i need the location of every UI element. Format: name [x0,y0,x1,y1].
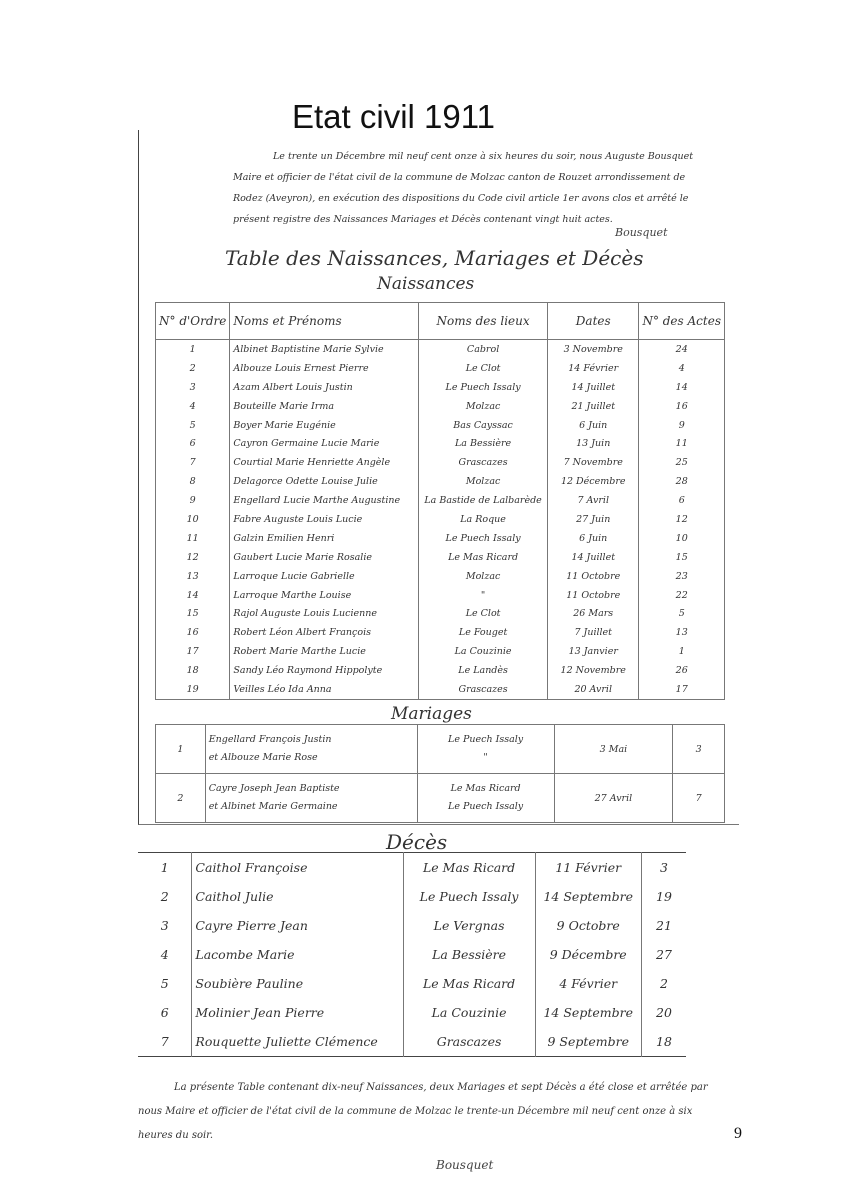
marriages-body [156,725,725,823]
birth-acte: 12 [639,510,725,529]
death-acte: 20 [641,998,686,1027]
col-place-header: Noms des lieux [419,303,548,340]
birth-name: Sandy Léo Raymond Hippolyte [230,661,419,680]
birth-place: Le Clot [419,604,548,623]
marriage-names [205,725,417,774]
marriages-table [155,724,725,823]
birth-number: 8 [189,476,196,488]
birth-name: Albinet Baptistine Marie Sylvie [230,340,419,359]
birth-date: 14 Février [548,359,639,378]
table-row [156,548,725,567]
table-row [138,911,686,940]
marriage-number: 1 [156,725,206,774]
table-row [156,642,725,661]
closing-statement: La présente Table contenant dix-neuf Naissances, deux Mariages et sept Décès a été close et arrêtée par nous Maire et officier de l'état civil de la commune de Molzac le trente-un Décembre mil neuf cent onze à six heures du soir. [138,1082,708,1141]
birth-date: 13 Janvier [548,642,639,661]
birth-place: " [419,586,548,605]
birth-name: Fabre Auguste Louis Lucie [230,510,419,529]
births-heading: Naissances [377,274,475,294]
birth-acte: 11 [639,434,725,453]
death-place: Le Mas Ricard [403,969,535,998]
birth-place: La Bessière [419,434,548,453]
marriage-date: 27 Avril [554,774,673,823]
birth-number: 10 [186,513,199,525]
marriages-heading: Mariages [391,704,472,724]
death-acte: 18 [641,1027,686,1057]
table-row [138,882,686,911]
births-table [155,302,725,700]
birth-date: 11 Octobre [548,586,639,605]
table-row [156,378,725,397]
table-row [156,359,725,378]
birth-acte: 13 [639,623,725,642]
birth-date: 11 Octobre [548,567,639,586]
birth-place: Le Puech Issaly [419,529,548,548]
birth-name: Albouze Louis Ernest Pierre [230,359,419,378]
death-name: Caithol Françoise [192,853,403,883]
birth-place: La Couzinie [419,642,548,661]
birth-number: 16 [186,627,199,639]
birth-place: Le Puech Issaly [419,378,548,397]
mayor-signature-top: Bousquet [615,226,668,239]
table-row [138,969,686,998]
register-preamble: Le trente un Décembre mil neuf cent onze à six heures du soir, nous Auguste Bousquet Maire et officier de l'état civil de la commune de Molzac canton de Rouzet arrondissement de Rodez (Aveyron), en exécution des dispositions du Code civil article 1er avons clos et arrêté le présent registre des Naissances Mariages et Décès contenant vingt huit actes. [233,151,694,225]
death-name: Rouquette Juliette Clémence [192,1027,403,1057]
birth-date: 7 Avril [548,491,639,510]
death-acte: 2 [641,969,686,998]
death-name: Soubière Pauline [192,969,403,998]
marriage-spouse: Cayre Joseph Jean Baptiste [208,783,340,794]
table-row [156,680,725,699]
marriage-place: Le Puech Issaly [448,801,524,812]
birth-date: 13 Juin [548,434,639,453]
birth-number: 18 [186,665,199,677]
death-date: 11 Février [535,853,641,883]
birth-number: 2 [189,362,196,374]
birth-acte: 22 [639,586,725,605]
birth-name: Veilles Léo Ida Anna [230,680,419,699]
birth-number: 7 [189,457,196,469]
table-row [156,725,725,774]
birth-date: 14 Juillet [548,548,639,567]
table-row [156,661,725,680]
birth-number: 12 [186,551,199,563]
marriage-acte: 3 [673,725,725,774]
birth-acte: 17 [639,680,725,699]
marriage-date: 3 Mai [554,725,673,774]
birth-acte: 24 [639,340,725,359]
table-row [156,510,725,529]
marriage-spouse: Engellard François Justin [208,734,332,745]
mayor-signature-bottom: Bousquet [436,1158,494,1172]
birth-date: 26 Mars [548,604,639,623]
death-number: 3 [160,918,169,933]
table-row [156,434,725,453]
birth-number: 15 [186,608,199,620]
birth-number: 6 [189,438,196,450]
birth-name: Larroque Lucie Gabrielle [230,567,419,586]
birth-place: Grascazes [419,680,548,699]
table-row [156,774,725,823]
birth-date: 14 Juillet [548,378,639,397]
birth-name: Engellard Lucie Marthe Augustine [230,491,419,510]
table-row [156,567,725,586]
birth-date: 20 Avril [548,680,639,699]
death-date: 9 Octobre [535,911,641,940]
birth-place: Bas Cayssac [419,416,548,435]
death-date: 14 Septembre [535,998,641,1027]
death-acte: 27 [641,940,686,969]
birth-name: Robert Marie Marthe Lucie [230,642,419,661]
marriage-place: " [483,752,488,763]
death-acte: 3 [641,853,686,883]
marriage-number: 2 [156,774,206,823]
birth-place: Grascazes [419,453,548,472]
birth-number: 11 [186,532,199,544]
death-date: 9 Décembre [535,940,641,969]
birth-acte: 26 [639,661,725,680]
birth-place: Le Clot [419,359,548,378]
birth-acte: 23 [639,567,725,586]
register-heading: Table des Naissances, Mariages et Décès [225,246,644,270]
birth-name: Robert Léon Albert François [230,623,419,642]
birth-place: Molzac [419,397,548,416]
birth-place: Cabrol [419,340,548,359]
col-acte-header: N° des Actes [639,303,725,340]
marriage-places [417,725,554,774]
marriage-place: Le Puech Issaly [448,734,524,745]
birth-number: 13 [186,570,199,582]
death-place: La Couzinie [403,998,535,1027]
death-date: 4 Février [535,969,641,998]
birth-date: 12 Novembre [548,661,639,680]
birth-acte: 1 [639,642,725,661]
death-place: Grascazes [403,1027,535,1057]
table-row [138,998,686,1027]
register-page-upper [138,130,739,825]
birth-date: 7 Juillet [548,623,639,642]
birth-date: 3 Novembre [548,340,639,359]
table-row [138,853,686,883]
death-number: 6 [160,1005,169,1020]
birth-date: 27 Juin [548,510,639,529]
birth-number: 9 [189,495,196,507]
birth-place: La Bastide de Lalbarède [419,491,548,510]
birth-number: 14 [186,589,199,601]
birth-acte: 28 [639,472,725,491]
death-place: Le Puech Issaly [403,882,535,911]
death-number: 4 [160,947,169,962]
death-date: 9 Septembre [535,1027,641,1057]
marriage-acte: 7 [673,774,725,823]
table-row [138,1027,686,1057]
birth-acte: 16 [639,397,725,416]
deaths-table [138,852,686,1057]
birth-place: Le Fouget [419,623,548,642]
deaths-heading: Décès [386,830,448,854]
death-name: Lacombe Marie [192,940,403,969]
table-row [156,604,725,623]
birth-acte: 14 [639,378,725,397]
birth-name: Bouteille Marie Irma [230,397,419,416]
deaths-body [138,853,686,1057]
birth-acte: 5 [639,604,725,623]
page-title: Etat civil 1911 [292,98,495,135]
birth-date: 12 Décembre [548,472,639,491]
births-header-row [156,303,725,340]
death-date: 14 Septembre [535,882,641,911]
death-number: 1 [160,860,169,875]
birth-acte: 10 [639,529,725,548]
birth-acte: 6 [639,491,725,510]
table-row [138,940,686,969]
col-date-header: Dates [548,303,639,340]
page-number: 9 [734,1125,742,1142]
birth-place: Molzac [419,567,548,586]
birth-place: Molzac [419,472,548,491]
death-place: La Bessière [403,940,535,969]
death-acte: 19 [641,882,686,911]
marriage-spouse: et Albouze Marie Rose [208,752,318,763]
table-row [156,472,725,491]
birth-date: 7 Novembre [548,453,639,472]
birth-number: 19 [186,683,199,695]
col-number-header: N° d'Ordre [156,303,230,340]
birth-name: Cayron Germaine Lucie Marie [230,434,419,453]
table-row [156,586,725,605]
birth-name: Boyer Marie Eugénie [230,416,419,435]
birth-name: Delagorce Odette Louise Julie [230,472,419,491]
birth-name: Galzin Emilien Henri [230,529,419,548]
death-number: 7 [160,1034,169,1049]
birth-acte: 15 [639,548,725,567]
birth-acte: 4 [639,359,725,378]
table-row [156,397,725,416]
birth-acte: 25 [639,453,725,472]
birth-name: Rajol Auguste Louis Lucienne [230,604,419,623]
death-name: Molinier Jean Pierre [192,998,403,1027]
birth-acte: 9 [639,416,725,435]
birth-number: 1 [189,343,196,355]
birth-place: Le Mas Ricard [419,548,548,567]
death-number: 2 [160,889,169,904]
birth-name: Gaubert Lucie Marie Rosalie [230,548,419,567]
col-names-header: Noms et Prénoms [230,303,419,340]
register-page-lower [138,830,738,1070]
births-body [156,340,725,700]
birth-place: Le Landès [419,661,548,680]
table-row [156,340,725,359]
birth-number: 3 [189,381,196,393]
birth-date: 6 Juin [548,416,639,435]
birth-name: Azam Albert Louis Justin [230,378,419,397]
birth-number: 17 [186,646,199,658]
marriage-places [417,774,554,823]
birth-number: 4 [189,400,196,412]
death-number: 5 [160,976,169,991]
birth-name: Courtial Marie Henriette Angèle [230,453,419,472]
death-name: Caithol Julie [192,882,403,911]
table-row [156,623,725,642]
marriage-spouse: et Albinet Marie Germaine [208,801,338,812]
death-place: Le Mas Ricard [403,853,535,883]
birth-place: La Roque [419,510,548,529]
birth-name: Larroque Marthe Louise [230,586,419,605]
birth-date: 21 Juillet [548,397,639,416]
death-name: Cayre Pierre Jean [192,911,403,940]
death-place: Le Vergnas [403,911,535,940]
marriage-place: Le Mas Ricard [450,783,521,794]
table-row [156,491,725,510]
table-row [156,529,725,548]
birth-date: 6 Juin [548,529,639,548]
death-acte: 21 [641,911,686,940]
birth-number: 5 [189,419,196,431]
table-row [156,453,725,472]
table-row [156,416,725,435]
marriage-names [205,774,417,823]
